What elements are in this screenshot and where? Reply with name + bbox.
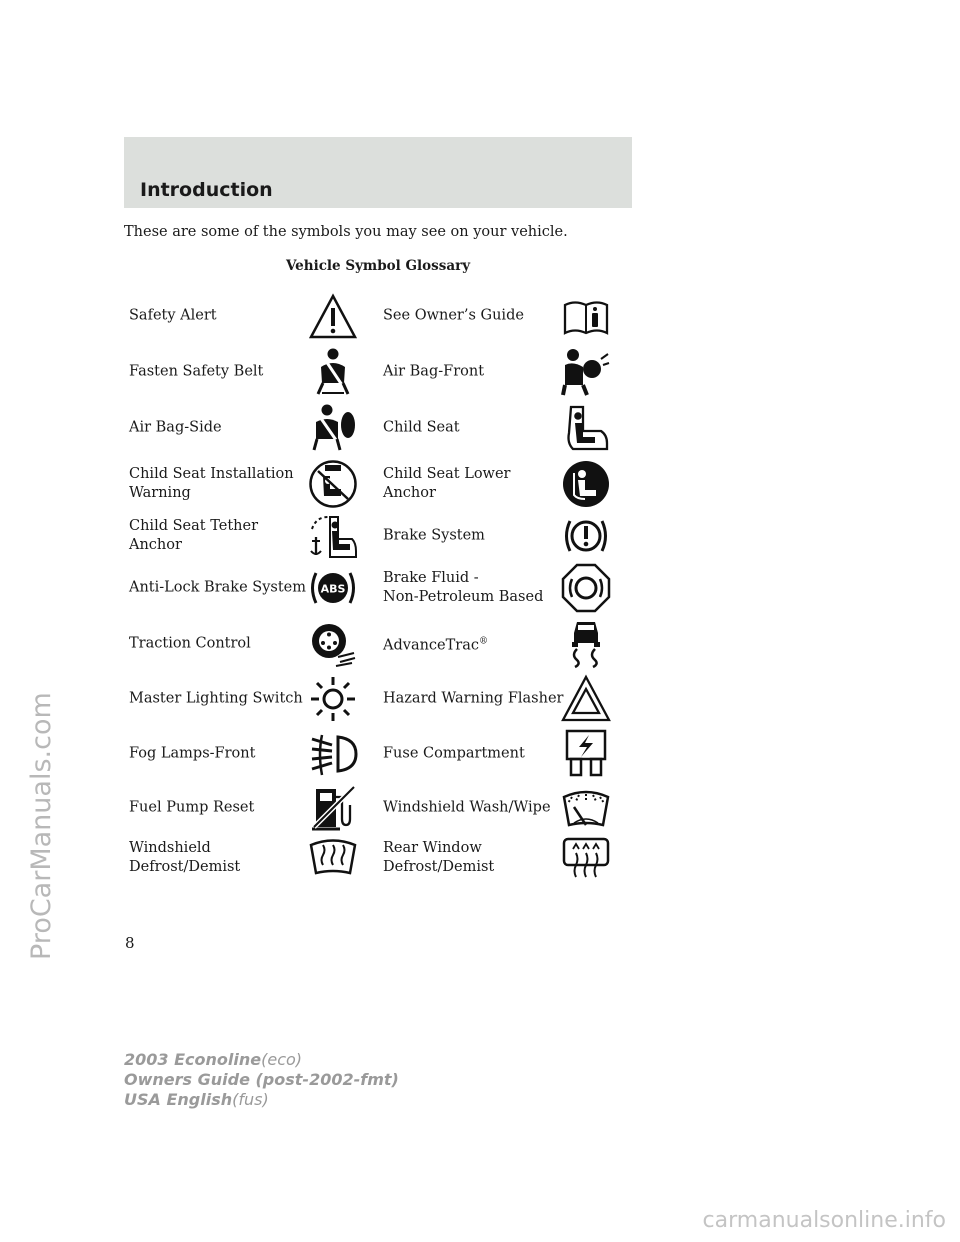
symbol-label: Child Seat Installation Warning: [129, 466, 294, 501]
wash-wipe-icon: [561, 783, 611, 833]
glossary-row: [0, 673, 960, 725]
glossary-row: [0, 458, 960, 510]
footer-info: [124, 1050, 399, 1110]
symbol-label: Fuel Pump Reset: [129, 799, 255, 816]
glossary-row: [0, 402, 960, 454]
footer-language: USA English: [124, 1090, 233, 1109]
glossary-row: [0, 782, 960, 834]
symbol-label: Air Bag-Side: [129, 419, 222, 436]
fuse-icon: [561, 729, 611, 779]
air-bag-front-icon: [561, 347, 611, 397]
symbol-label: See Owner’s Guide: [383, 307, 524, 324]
symbol-label: Hazard Warning Flasher: [383, 690, 564, 707]
footer-line-2: Owners Guide (post-2002-fmt): [124, 1070, 399, 1089]
windshield-defrost-icon: [308, 833, 358, 883]
glossary-row: [0, 618, 960, 670]
symbol-label: Windshield Wash/Wipe: [383, 799, 551, 816]
symbol-label: [383, 633, 488, 656]
brake-fluid-icon: [561, 563, 611, 613]
symbol-label: Child Seat Tether Anchor: [129, 518, 258, 553]
abs-icon: [308, 563, 358, 613]
master-lighting-icon: [308, 674, 358, 724]
glossary-row: [0, 832, 960, 884]
symbol-label: Safety Alert: [129, 307, 217, 324]
footer-model-code: (eco): [261, 1050, 303, 1069]
safety-alert-icon: [308, 291, 358, 341]
symbol-label: Traction Control: [129, 635, 251, 652]
symbol-label: Fog Lamps-Front: [129, 745, 256, 762]
symbol-label: Rear Window Defrost/Demist: [383, 840, 495, 875]
safety-belt-icon: [308, 347, 358, 397]
symbol-label: Child Seat Lower Anchor: [383, 466, 511, 501]
child-seat-icon: [561, 403, 611, 453]
footer-line-3: [124, 1090, 399, 1110]
svg-text:ABS: ABS: [320, 582, 346, 596]
footer-model: 2003 Econoline: [124, 1050, 262, 1069]
glossary-row: [0, 510, 960, 562]
side-watermark: ProCarManuals.com: [26, 692, 57, 960]
fuel-pump-reset-icon: [308, 783, 358, 833]
glossary-row: [0, 346, 960, 398]
child-seat-warning-icon: [308, 459, 358, 509]
footer-line-1: [124, 1050, 399, 1070]
glossary-row: [0, 728, 960, 780]
symbol-label: Brake System: [383, 527, 485, 544]
hazard-flasher-icon: [561, 674, 611, 724]
glossary-row: [0, 562, 960, 614]
symbol-label: Brake Fluid - Non-Petroleum Based: [383, 570, 544, 605]
bottom-watermark: carmanualsonline.info: [702, 1208, 946, 1233]
advancetrac-label: AdvanceTrac: [383, 637, 479, 654]
page-number: 8: [125, 934, 135, 952]
rear-defrost-icon: [561, 833, 611, 883]
symbol-label: Air Bag-Front: [383, 363, 485, 380]
symbol-label: Fuse Compartment: [383, 745, 525, 762]
section-title: Introduction: [140, 179, 273, 201]
section-header: [124, 137, 632, 208]
owners-guide-icon: [561, 291, 611, 341]
child-seat-tether-icon: [308, 511, 358, 561]
air-bag-side-icon: [308, 403, 358, 453]
symbol-label: Child Seat: [383, 419, 460, 436]
fog-lamps-icon: [308, 729, 358, 779]
glossary-row: [0, 290, 960, 342]
glossary-title: Vehicle Symbol Glossary: [285, 258, 471, 274]
child-seat-lower-anchor-icon: [561, 459, 611, 509]
symbol-label: Fasten Safety Belt: [129, 363, 264, 380]
footer-language-code: (fus): [232, 1090, 269, 1109]
symbol-label: Windshield Defrost/Demist: [129, 840, 241, 875]
traction-control-icon: [308, 619, 358, 669]
brake-system-icon: [561, 511, 611, 561]
symbol-label: Anti-Lock Brake System: [129, 579, 306, 596]
symbol-label: Master Lighting Switch: [129, 690, 303, 707]
intro-text: These are some of the symbols you may see on your vehicle.: [124, 224, 568, 240]
registered-mark: ®: [479, 636, 488, 647]
advancetrac-icon: [561, 619, 611, 669]
